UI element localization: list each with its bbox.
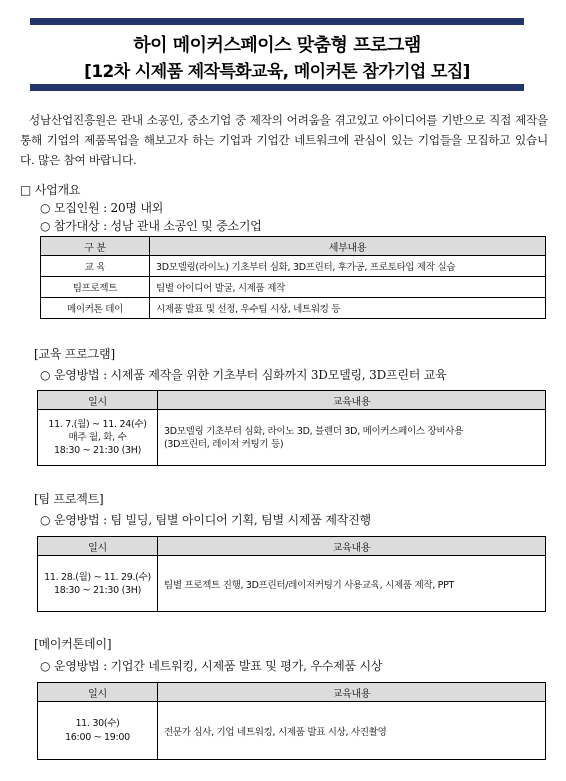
team-heading: [팀 프로젝트] <box>34 492 104 506</box>
title-line-2: [12차 시제품 제작특화교육, 메이커톤 참가기업 모집] <box>84 62 470 82</box>
date-line: 11. 28.(월) ~ 11. 29.(수) <box>44 571 151 583</box>
table-row <box>41 277 546 298</box>
team-date-cell <box>38 556 158 612</box>
table-header-row <box>41 237 546 256</box>
table-header-cell: 일시 <box>38 391 158 410</box>
intro-paragraph: 성남산업진흥원은 관내 소공인, 중소기업 중 제작의 어려움을 겪고있고 아이디어를 기반으로 직접 제작을 통해 기업의 제품목업을 해보고자 하는 기업과 기업간 네트워크에 관심이 있는 기업들을 모집하고 있습니다. 많은 참여 바랍니다. <box>20 113 548 167</box>
makerthon-heading: [메이커톤데이] <box>34 637 112 651</box>
team-table <box>37 536 546 612</box>
team-content-cell: 팀별 프로젝트 진행, 3D프린터/레이저커팅기 사용교육, 시제품 제작, PPT <box>158 556 546 612</box>
date-line: 16:00 ~ 19:00 <box>65 731 130 743</box>
table-cell: 3D모델링(라이노) 기초부터 심화, 3D프린터, 후가공, 프로토타입 제작 실습 <box>150 256 546 277</box>
date-line: 11. 30(수) <box>75 717 120 729</box>
makerthon-table <box>37 682 546 760</box>
team-method: ○ 운영방법 : 팀 빌딩, 팀별 아이디어 기획, 팀별 시제품 제작진행 <box>40 513 371 527</box>
overview-heading: □ 사업개요 <box>20 183 81 197</box>
date-line: 18:30 ~ 21:30 (3H) <box>54 445 141 456</box>
table-row <box>38 702 546 760</box>
makerthon-method: ○ 운영방법 : 기업간 네트워킹, 시제품 발표 및 평가, 우수제품 시상 <box>40 659 383 673</box>
title-top-bar <box>30 18 524 25</box>
table-header-cell: 교육내용 <box>158 391 546 410</box>
table-header-row <box>38 537 546 556</box>
title-bottom-bar <box>30 84 524 91</box>
makerthon-content-cell: 전문가 심사, 기업 네트워킹, 시제품 발표 시상, 사진촬영 <box>158 702 546 760</box>
overview-bullet-recruit: ○ 모집인원 : 20명 내외 <box>40 201 164 215</box>
table-header-cell: 일시 <box>38 683 158 702</box>
table-row <box>41 298 546 319</box>
content-line: 3D모델링 기초부터 심화, 라이노 3D, 블렌더 3D, 메이커스페이스 장비사용 <box>164 425 463 437</box>
table-header-cell: 세부내용 <box>150 237 546 256</box>
table-header-cell: 구 분 <box>41 237 150 256</box>
education-content-cell <box>158 410 546 466</box>
table-cell: 팀프로젝트 <box>41 277 150 298</box>
table-row <box>41 256 546 277</box>
education-table <box>37 390 546 466</box>
makerthon-date-cell <box>38 702 158 760</box>
content-line: (3D프린터, 레이저 커팅기 등) <box>164 438 284 450</box>
education-heading: [교육 프로그램] <box>34 347 115 361</box>
table-header-cell: 일시 <box>38 537 158 556</box>
overview-table <box>40 236 546 319</box>
table-cell: 시제품 발표 및 선정, 우수팀 시상, 네트워킹 등 <box>150 298 546 319</box>
table-cell: 팀별 아이디어 발굴, 시제품 제작 <box>150 277 546 298</box>
date-line: 11. 7.(월) ~ 11. 24(수) <box>48 419 147 430</box>
education-method: ○ 운영방법 : 시제품 제작을 위한 기초부터 심화까지 3D모델링, 3D프린터 교육 <box>40 368 447 382</box>
table-cell: 메이커톤 데이 <box>41 298 150 319</box>
date-line: 매주 월, 화, 수 <box>68 432 127 443</box>
title-line-1: 하이 메이커스페이스 맞춤형 프로그램 <box>133 35 421 56</box>
table-header-row <box>38 683 546 702</box>
overview-bullet-target: ○ 참가대상 : 성남 관내 소공인 및 중소기업 <box>40 219 262 233</box>
table-cell: 교 육 <box>41 256 150 277</box>
table-header-cell: 교육내용 <box>158 683 546 702</box>
date-line: 18:30 ~ 21:30 (3H) <box>54 584 141 596</box>
table-header-row <box>38 391 546 410</box>
table-header-cell: 교육내용 <box>158 537 546 556</box>
table-row <box>38 410 546 466</box>
education-date-cell <box>38 410 158 466</box>
table-row <box>38 556 546 612</box>
